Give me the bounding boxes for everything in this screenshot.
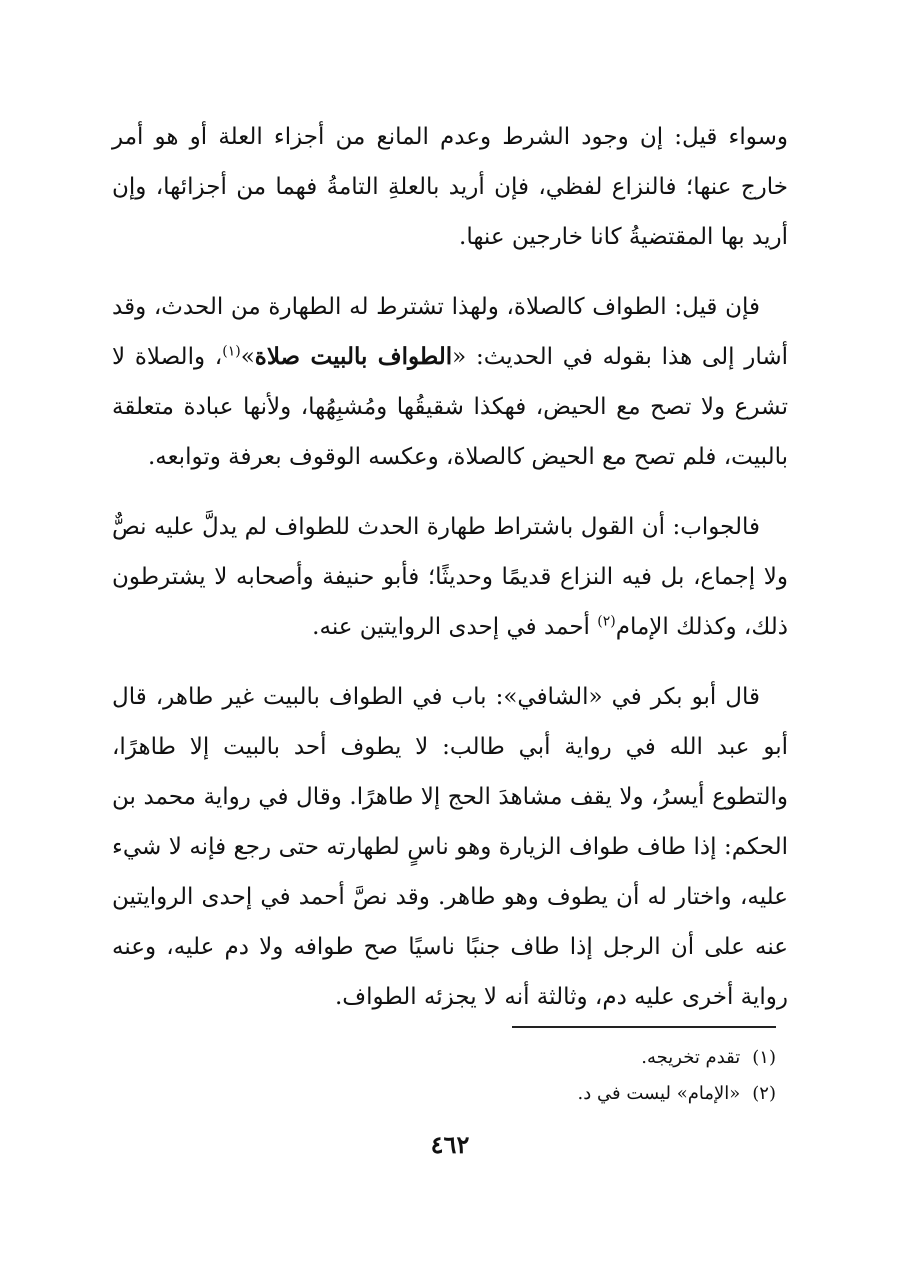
- paragraph-2-part-c: ، والصلاة لا تشرع ولا تصح مع الحيض، فهكذا شقيقُها ومُشبِهُها، ولأنها عبادة متعلقة بالبيت، فلم تصح مع الحيض كالصلاة، وعكسه الوقوف بعرفة وتوابعه.: [112, 344, 788, 470]
- footnote-1: [400, 1040, 776, 1076]
- page-number: ٤٦٢: [430, 1130, 470, 1159]
- paragraph-3-part-a: فالجواب: أن القول باشتراط طهارة الحدث للطواف لم يدلَّ عليه نصٌّ ولا إجماع، بل فيه النزاع قديمًا وحديثًا؛ فأبو حنيفة وأصحابه لا يشترطون ذلك، وكذلك الإمام: [112, 514, 788, 640]
- footnote-ref-2[interactable]: (٢): [597, 613, 616, 630]
- paragraph-2-part-a: فإن قيل: الطواف كالصلاة، ولهذا تشترط له الطهارة من الحدث، وقد أشار إلى هذا بقوله في الحديث: «: [112, 294, 788, 370]
- footnotes: [400, 1040, 776, 1112]
- main-text: [112, 112, 788, 1042]
- footnote-ref-1[interactable]: (١): [222, 343, 241, 360]
- footnote-2-text: «الإمام» ليست في د.: [577, 1083, 741, 1104]
- footnote-1-number: (١): [752, 1047, 776, 1068]
- paragraph-3: [112, 502, 788, 652]
- paragraph-2: [112, 282, 788, 482]
- footnote-2-number: (٢): [752, 1083, 776, 1104]
- footnote-1-text: تقدم تخريجه.: [641, 1047, 741, 1068]
- footnote-divider: [512, 1026, 776, 1028]
- footnote-2: [400, 1076, 776, 1112]
- paragraph-3-part-b: أحمد في إحدى الروايتين عنه.: [312, 614, 598, 640]
- hadith-quote: الطواف بالبيت صلاة: [254, 343, 453, 370]
- paragraph-1: وسواء قيل: إن وجود الشرط وعدم المانع من أجزاء العلة أو هو أمر خارج عنها؛ فالنزاع لفظي، فإن أريد بالعلةِ التامةُ فهما من أجزائها، وإن أريد بها المقتضيةُ كانا خارجين عنها.: [112, 124, 788, 250]
- paragraph-2-part-b: »: [240, 344, 255, 370]
- paragraph-4: قال أبو بكر في «الشافي»: باب في الطواف بالبيت غير طاهر، قال أبو عبد الله في رواية أبي طالب: لا يطوف أحد بالبيت إلا طاهرًا، والتطوع أيسرُ، ولا يقف مشاهدَ الحج إلا طاهرًا. وقال في رواية محمد بن الحكم: إذا طاف طواف الزيارة وهو ناسٍ لطهارته حتى رجع فإنه لا شيء عليه، واختار له أن يطوف وهو طاهر. وقد نصَّ أحمد في إحدى الروايتين عنه على أن الرجل إذا طاف جنبًا ناسيًا صح طوافه ولا دم عليه، وعنه رواية أخرى عليه دم، وثالثة أنه لا يجزئه الطواف.: [112, 684, 788, 1010]
